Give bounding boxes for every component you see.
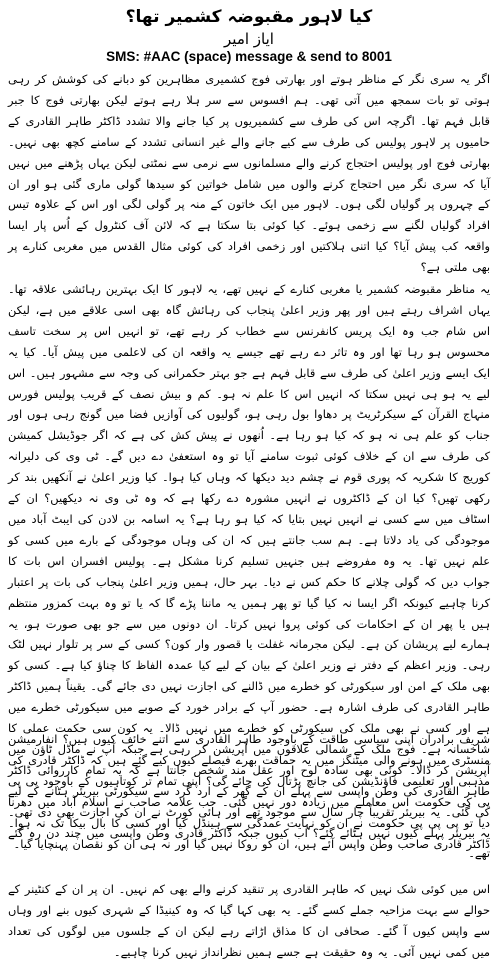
article-paragraph: یہ مناظر مقبوضہ کشمیر یا مغربی کنارے کے نہیں تھے، یہ لاہور کا ایک بہترین رہائشی علاقہ تھا۔ یہاں اشراف رہتے ہیں اور پھر وزیر اعلیٰ پنجاب کی رہائش گاہ بھی اسی علاقے میں ہے، لیکن اس شام جب وہ ایک پریس کانفرنس سے خطاب کر رہے تھے، تو انہیں اس پر سخت تاسف محسوس ہو رہا تھا اور وہ تاثر دے رہے تھے جیسے یہ واقعہ ان کی لاعلمی میں پیش آیا۔ کیا یہ ایک ایسے وزیر اعلیٰ کی طرف سے قابل فہم ہے جو بہتر حکمرانی کی وجہ سے مشہور ہیں۔ اس لیے یہ ہو ہی نہیں سکتا کہ انہیں اس کا علم نہ ہو۔ کم و بیش نصف کے قریب پولیس فورس منہاج القرآن کے سیکرٹریٹ پر دھاوا بول رہی ہو، گولیوں کی آوازیں فضا میں گونج رہی ہوں اور جناب کو علم ہی نہ ہو کہ کیا ہو رہا ہے۔ اُنھوں نے پیش کش کی ہے کہ اگر جوڈیشل کمیشن کی طرف سے ان کے خلاف کوئی ثبوت سامنے آیا تو وہ استعفیٰ دے دیں گے۔ ٹی وی کی دلیرانہ کوریج کا شکریہ کہ پوری قوم نے چشم دید دیکھا کہ وہاں کیا ہوا۔ کیا وزیر اعلیٰ نے آنکھیں بند کر رکھی تھیں؟ کیا ان کے ڈاکٹروں نے انہیں مشورہ دے رکھا ہے کہ وہ ٹی وی نہ دیکھیں؟ ان کے اسٹاف میں سے کسی نے انہیں نہیں بتایا کہ کیا ہو رہا ہے؟ یہ اسامہ بن لادن کی ایبٹ آباد میں موجودگی کی یاد دلاتا ہے۔ ہم سب جانتے ہیں کہ ان کی وہاں موجودگی کے بارے میں کسی کو علم نہیں تھا۔ یہ وہ مفروضے ہیں جنہیں تسلیم کرنا مشکل ہے۔ پولیس افسران اس بات کا جواب دیں کہ گولی چلانے کا حکم کس نے دیا۔ بہر حال، ہمیں وزیر اعلیٰ پنجاب کی بات پر اعتبار کرنا چاہیے کیونکہ اگر ایسا نہ کیا گیا تو پھر ہمیں یہ ماننا پڑے گا کہ یا تو وہ بہت کمزور منتظم ہیں یا پھر ان کے احکامات کی کوئی پروا نہیں کرتا۔ ان دونوں میں سے جو بھی صورت ہو، یہ ہمارے لیے پریشان کن ہے۔ لیکن مجرمانہ غفلت یا قصور وار کون؟ کسی کے سر پر تلوار نہیں لٹک رہی۔ وزیر اعظم کے دفتر نے وزیر اعلیٰ کے بیان کے لیے کیا عمدہ الفاظ کا چناؤ کیا ہے۔ کسی کو بھی ملک کے امن اور سیکورٹی کو خطرے میں ڈالنے کی اجازت نہیں دی جائے گی۔ یقیناً ہمیں ڈاکٹر طاہر القادری کی طرف اشارہ ہے۔ حضور آپ کے برادر خورد کے صوبے میں سیکورٹی خطرے میں ہے اور کسی نے بھی ملک کی سیکورٹی کو خطرے میں نہیں ڈالا۔ یہ کون سی حکمت عملی کا شاخسانہ ہے۔ فوج ملک کے شمالی علاقوں میں آپریشن کر رہی ہے جبکہ آپ نے ماڈل ٹاؤن میں آپریشن کر ڈالا۔ کوئی بھی سادہ لوح اور عقل مند شخص جانتا ہے کہ یہ تمام کارروائی ڈاکٹر طاہر القادری کی وطن واپسی سے پہلے ان کے گھر کے ارد گرد سے سیکورٹی بیریئر ہٹانے کے لیے کی گئی۔ یہ بیریئر تقریباً چار سال سے موجود تھے اور ہائی کورٹ نے ان کی اجازت بھی دی تھی۔ یہ بیریئر پہلے کیوں نہیں ہٹائے گئے؟ اب کیوں جبکہ ڈاکٹر قادری وطن واپسی میں چند دن رہ گئے تھے۔ xyxy=(8,282,490,861)
article-paragraph: شریف برادران اپنی سیاسی طاقت کے باوجود طاہر القادری سے اتنے خائف کیوں ہیں؟ انفارمیشن منسٹری میں ہونے والی میٹنگز میں یہ حماقت بھرے فیصلے کیوں کیے گئے ہیں کہ ڈاکٹر قادری کی مذہبی اور تعلیمی فاؤنڈیشن کی جانچ پڑتال کی جائے گی؟ اپنی تمام تر کوتاہیوں کے باوجود پی پی پی کی حکومت اس معاملے میں زیادہ دور نہیں گئی۔ جب علامہ صاحب نے اسلام آباد میں دھرنا دیا تو پی پی پی حکومت نے ان کو نہایت عمدگی سے ہینڈل کیا اور کسی کا بال بیکا تک نہ ہوا۔ ڈاکٹر قادری صاحب وطن واپس آئے ہیں، ان کو روکا نہیں گیا اور نہ ہی ان کو نقصان پہنچایا گیا۔ xyxy=(8,732,490,851)
author-name: ایاز امیر xyxy=(224,30,274,48)
article-title: کیا لاہور مقبوضہ کشمیر تھا؟ xyxy=(125,7,373,27)
article-paragraph: اگر یہ سری نگر کے مناظر ہوتے اور بھارتی فوج کشمیری مظاہرین کو دبانے کی کوشش کر رہی ہوتی تو بات سمجھ میں آتی تھی۔ ہم افسوس سے سر ہلا رہے ہوتے لیکن بھارتی فوج کا جبر قابل فہم تھا۔ اگرچہ اس کی طرف سے کشمیریوں پر کیا جانے والا تشدد ڈاکٹر طاہر القادری کے حامیوں پر لاہور پولیس کی طرف سے کیے جانے والے غیر انسانی تشدد کے سامنے کچھ بھی نہیں۔ بھارتی فوج اور پولیس احتجاج کرنے والے مسلمانوں سے نرمی سے نمٹتی لیکن یہاں پڑھنے میں نہیں آیا کہ سری نگر میں احتجاج کرنے والوں میں شامل خواتین کو سیدھا گولی ماری گئی ہو اور ان کے چہروں پر گولیاں لگی ہوں۔ لاہور میں ایک خاتون کے منہ پر گولی لگی اور اس کے علاوہ تیس افراد گولیاں لگنے سے زخمی ہوئے۔ کیا کوئی بتا سکتا ہے کہ لائن آف کنٹرول کے اُس پار ایسا واقعہ کب پیش آیا؟ کیا اتنی ہلاکتیں اور زخمی افراد کی کوئی مثال القدس میں مغربی کنارے پر بھی ملتی ہے؟ xyxy=(8,72,490,275)
sms-line: SMS: #AAC (space) message & send to 8001 xyxy=(106,49,392,64)
article-paragraph: اس میں کوئی شک نہیں کہ طاہر القادری پر تنقید کرنے والے بھی کم نہیں۔ ان پر ان کے کنٹینر کے حوالے سے بہت مزاحیہ جملے کسے گئے۔ یہ بھی کہا گیا کہ وہ کینیڈا کے شہری کیوں بنے اور وہاں سے واپس کیوں آ گئے۔ صحافی ان کا مذاق اڑاتے رہے لیکن ان کے جلسوں میں لوگوں کی تعداد میں کمی نہیں آئی۔ یہ وہ حقیقت ہے جسے ہمیں نظرانداز نہیں کرنا چاہیے۔ xyxy=(8,882,490,959)
